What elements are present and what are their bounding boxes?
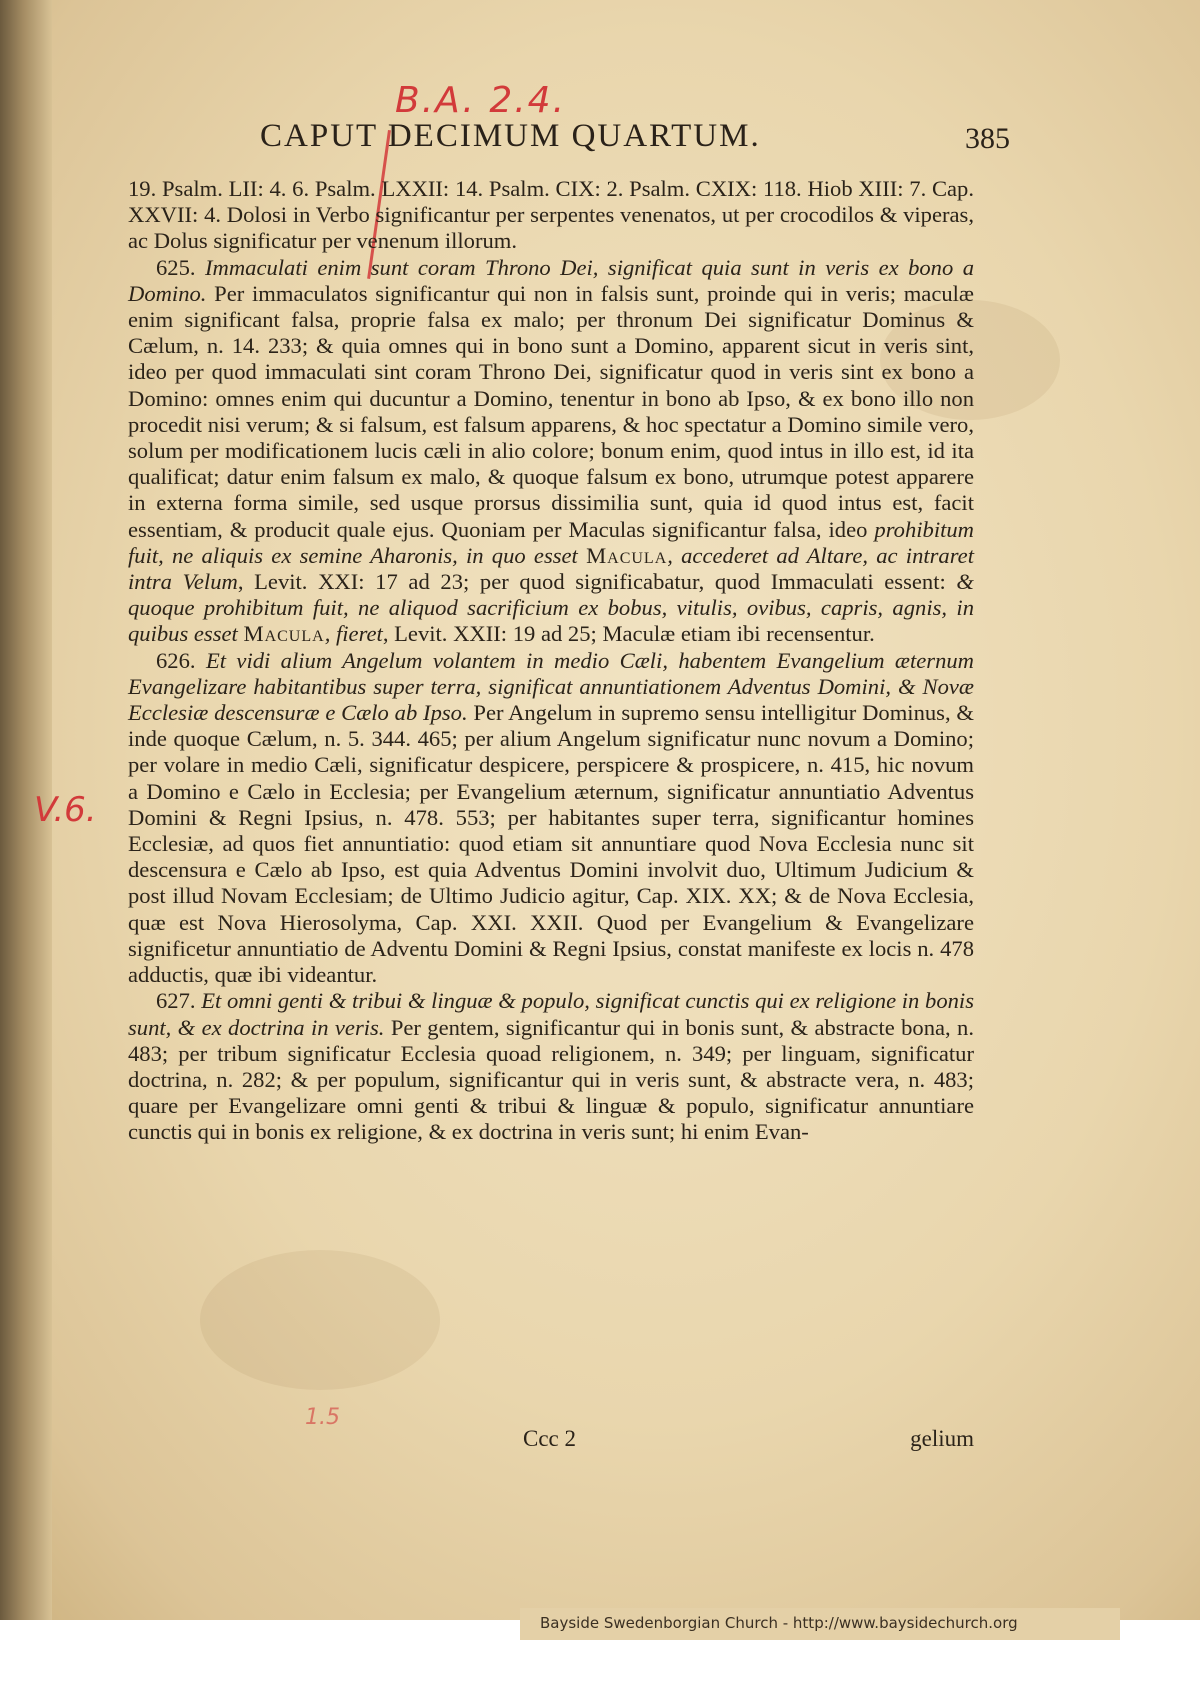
text-segment: , Levit. XXI: 17 ad 23; per quod significabatur, quod Immaculati essent: [237, 569, 957, 595]
text-segment: Per Angelum in supremo sensu intelligitur Dominus, & inde quoque Cælum, n. 5. 344. 465; per alium Angelum significatur nunc novum a Domino; per volare in medio Cæli, significatur despicere, perspicere & prospicere, n. 415, hic novum a Domino e Cælo in Ecclesia; per Evangelium æternum, significatur annuntiatio Adventus Domini & Regni Ipsius, n. 478. 553; per habitantes super terra, significantur homines Ecclesiæ, ad quos fiet annuntiatio: quod etiam sit annuntiare quod Nova Ecclesia nunc sit descensura e Cælo ab Ipso, est quia Adventus Domini involvit duo, Ultimum Judicium & post illud Novam Ecclesiam; de Ultimo Judicio agitur, Cap. XIX. XX; & de Nova Ecclesia, quæ est Nova Hierosolyma, Cap. XXI. XXII. Quod per Evangelium & Evangelizare significetur annuntiatio de Adventu Domini & Regni Ipsius, constat manifeste ex locis n. 478 adductis, quæ ibi videantur. [128, 700, 974, 988]
text-segment: Per gentem, significantur qui in bonis sunt, & abstracte bona, n. 483; per tribum significatur Ecclesia quoad religionem, n. 349; per linguam, significatur doctrina, n. 282; & per populum, significantur qui in veris sunt, & abstracte vera, n. 483; quare per Evangelizare omni genti & tribui & linguæ & populo, significatur annuntiare cunctis qui in bonis ex religione, & ex doctrina in veris sunt; hi enim Evan- [128, 1014, 974, 1145]
text-segment: , Levit. XXII: 19 ad 25; Maculæ etiam ibi recensentur. [382, 621, 875, 647]
text-segment: 626. [156, 647, 206, 673]
text-segment: , fieret [324, 621, 383, 647]
text-segment: 19. Psalm. LII: 4. 6. Psalm. LXXII: 14. Psalm. CIX: 2. Psalm. CXIX: 118. Hiob XIII: 7. Cap. XXVII: 4. Dolosi in Verbo significantur per serpentes venenatos, ut per crocodilos & viperas, ac Dolus significatur per venenum illorum. [128, 176, 974, 254]
handwritten-annotation-top: B.A. 2.4. [395, 80, 567, 121]
handwritten-annotation-margin: V.6. [34, 790, 97, 830]
catchword: gelium [910, 1426, 974, 1451]
signature-mark: Ccc 2 [523, 1426, 577, 1451]
paragraph-n625 [128, 255, 974, 648]
text-segment: prohibitum fuit, ne aliquis ex semine Aharonis, in quo esset [128, 516, 974, 568]
text-segment: Et omni genti & tribui & linguæ & populo, significat cunctis qui ex religione in bonis sunt, & ex doctrina in veris. [128, 988, 974, 1040]
running-head: CAPUT DECIMUM QUARTUM. [260, 118, 761, 154]
text-segment: 625. [156, 254, 205, 280]
handwritten-annotation-bottom: 1.5 [305, 1405, 340, 1430]
text-segment: 627. [156, 988, 202, 1014]
credit-text: Bayside Swedenborgian Church - http://www.baysidechurch.org [540, 1614, 1018, 1632]
page-header [230, 118, 1010, 162]
page-number: 385 [965, 122, 1010, 155]
text-segment: Macula [243, 621, 325, 647]
page-footer [128, 1426, 974, 1456]
text-segment: Per immaculatos significantur qui non in falsis sunt, proinde qui in veris; maculæ enim significant falsa, proprie falsa ex malo; per thronum Dei significatur Dominus & Cælum, n. 14. 233; & quia omnes qui in bono sunt a Domino, apparent sicut in veris sint, ideo per quod immaculati sint coram Throno Dei, significatur quod in veris sint ex bono a Domino: omnes enim qui ducuntur a Domino, tenentur in bono ab Ipso, & ex bono illo non procedit nisi verum; & si falsum, est falsum apparens, & hoc spectatur a Domino simile vero, solum per modificationem lucis cæli in alio colore; bonum enim, quod intus in illo est, id ita qualificat; datur enim falsum ex malo, & quoque falsum ex bono, utrumque potest apparere in externa forma simile, sed usque prorsus dissimilia sunt, quia id quod intus est, facit essentiam, & producit quale ejus. Quoniam per Maculas significantur falsa, ideo [128, 280, 974, 542]
text-segment: , accederet ad Altare, ac intraret intra Velum [128, 542, 974, 595]
text-segment: Macula [586, 542, 668, 568]
paragraph-n626 [128, 648, 974, 989]
text-segment: Et vidi alium Angelum volantem in medio Cæli, habentem Evangelium æternum Evangelizare habitantibus super terra, significat annuntiationem Adventus Domini, & Novæ Ecclesiæ descensuræ e Cælo ab Ipso. [128, 647, 974, 726]
paragraph-n627 [128, 988, 974, 1145]
text-segment: & quoque prohibitum fuit, ne aliquod sacrificium ex bobus, vitulis, ovibus, capris, agnis, in quibus esset [128, 569, 974, 647]
text-segment: Immaculati enim sunt coram Throno Dei, significat quia sunt in veris ex bono a Domino. [128, 254, 975, 306]
paragraph-continuation [128, 176, 974, 255]
body-text [128, 176, 974, 1146]
paper-stain [200, 1250, 440, 1390]
